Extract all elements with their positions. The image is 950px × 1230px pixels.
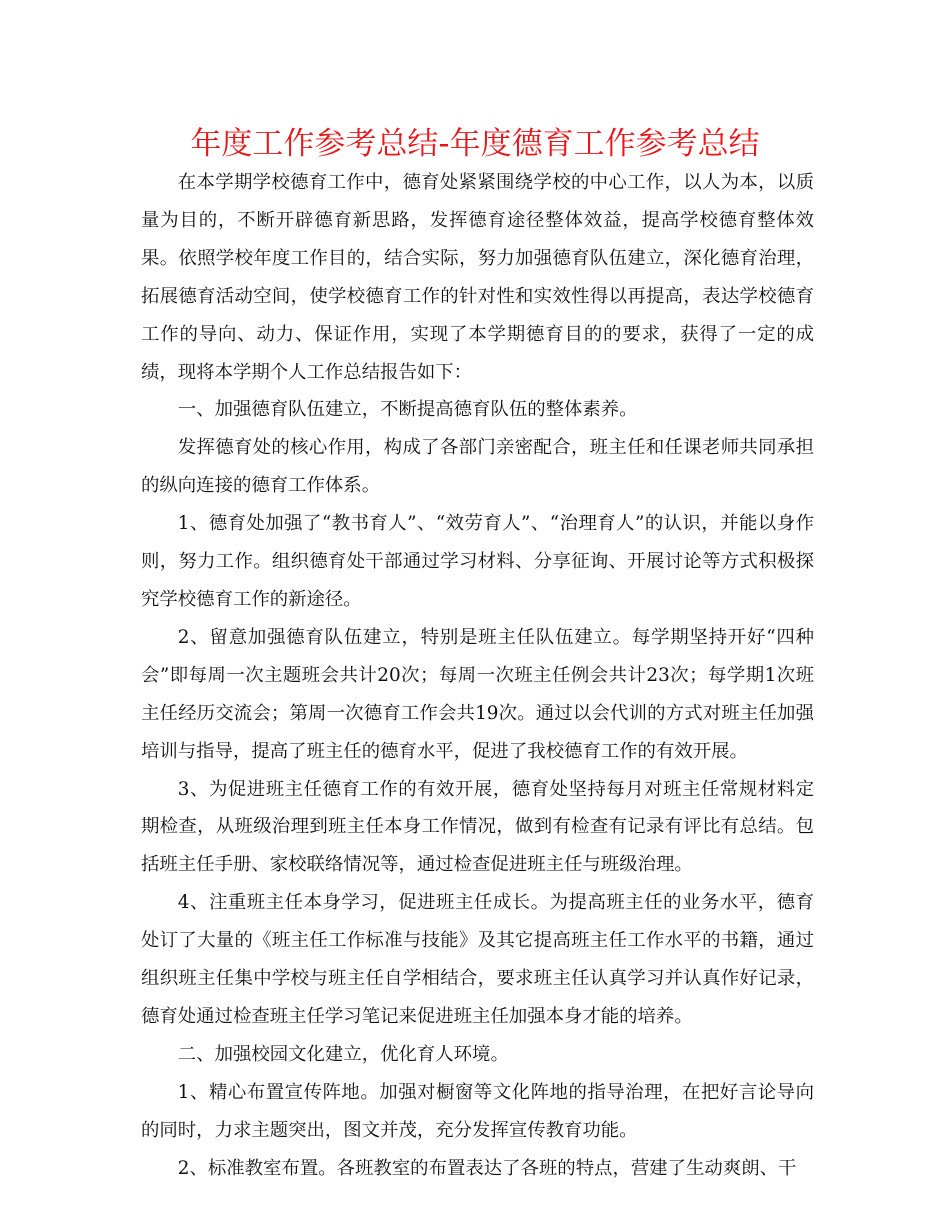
paragraph-intro: 在本学期学校德育工作中，德育处紧紧围绕学校的中心工作，以人为本，以质量为目的，不断开辟德育新思路，发挥德育途径整体效益，提高学校德育整体效果。依照学校年度工作目的，结合实际，努力加强德育队伍建立，深化德育治理，拓展德育活动空间，使学校德育工作的针对性和实效性得以再提高，表达学校德育工作的导向、动力、保证作用，实现了本学期德育目的的要求，获得了一定的成绩，现将本学期个人工作总结报告如下： [141, 172, 814, 383]
section-heading-2: 二、加强校园文化建立，优化育人环境。 [177, 1043, 509, 1065]
document-title: 年度工作参考总结-年度德育工作参考总结 [190, 126, 760, 162]
list-item-2: 2、标准教室布置。各班教室的布置表达了各班的特点，营建了生动爽朗、干 [177, 1157, 797, 1179]
list-item-3: 3、为促进班主任德育工作的有效开展，德育处坚持每月对班主任常规材料定期检查，从班级治理到班主任本身工作情况，做到有检查有记录有评比有总结。包括班主任手册、家校联络情况等，通过检查促进班主任与班级治理。 [141, 778, 814, 876]
document-body [141, 164, 814, 1187]
list-item-2: 2、留意加强德育队伍建立，特别是班主任队伍建立。每学期坚持开好“四种会”即每周一次主题班会共计20次；每周一次班主任例会共计23次；每学期1次班主任经历交流会；第周一次德育工作会共19次。通过以会代训的方式对班主任加强培训与指导，提高了班主任的德育水平，促进了我校德育工作的有效开展。 [141, 626, 814, 762]
section-heading-1: 一、加强德育队伍建立，不断提高德育队伍的整体素养。 [177, 399, 638, 421]
paragraph: 发挥德育处的核心作用，构成了各部门亲密配合，班主任和任课老师共同承担的纵向连接的德育工作体系。 [141, 437, 814, 497]
list-item-1: 1、精心布置宣传阵地。加强对橱窗等文化阵地的指导治理，在把好言论导向的同时，力求主题突出，图文并茂，充分发挥宣传教育功能。 [141, 1081, 814, 1141]
list-item-4: 4、注重班主任本身学习，促进班主任成长。为提高班主任的业务水平，德育处订了大量的《班主任工作标准与技能》及其它提高班主任工作水平的书籍，通过组织班主任集中学校与班主任自学相结合，要求班主任认真学习并认真作好记录，德育处通过检查班主任学习笔记来促进班主任加强本身才能的培养。 [141, 892, 814, 1027]
list-item-1: 1、德育处加强了“教书育人”、“效劳育人”、“治理育人”的认识，并能以身作则，努力工作。组织德育处干部通过学习材料、分享征询、开展讨论等方式积极探究学校德育工作的新途径。 [141, 513, 814, 610]
